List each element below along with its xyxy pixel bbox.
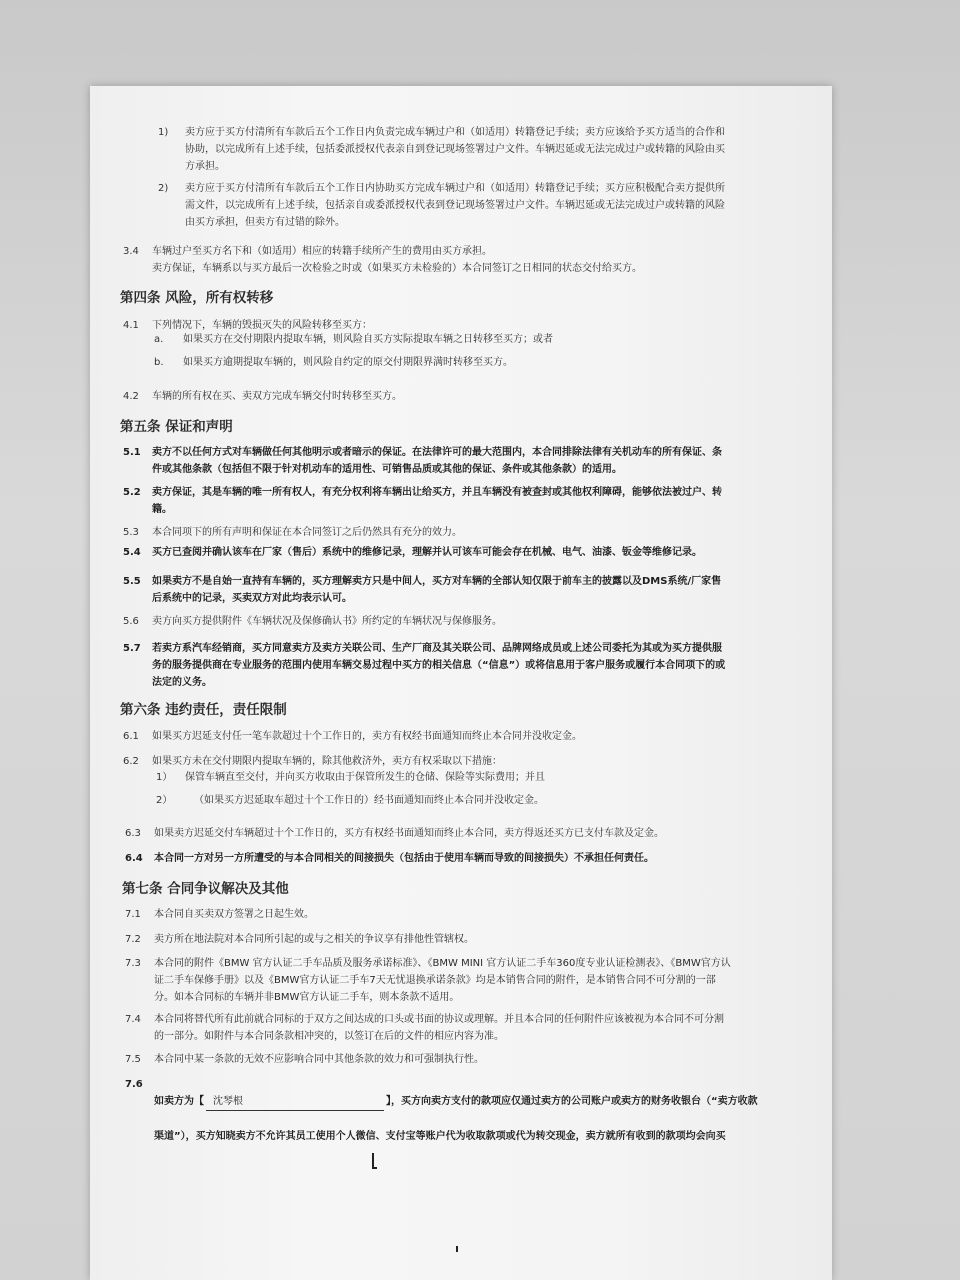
item-number: 6.4 — [125, 853, 143, 864]
item-number: 5.3 — [123, 527, 139, 538]
clause-text-part: 如卖方为【 — [154, 1096, 204, 1107]
clause-text: 卖方保证，其是车辆的唯一所有权人，有充分权利将车辆出让给买方，并且车辆没有被查封或其他权利障碍，能够依法被过户、转 籍。 — [152, 487, 722, 515]
section-heading-5: 第五条 保证和声明 — [120, 419, 233, 435]
clause-text: 保管车辆直至交付，并向买方收取由于保管所发生的仓储、保险等实际费用；并且 — [185, 772, 545, 783]
item-number: 5.5 — [123, 576, 141, 587]
clause-text-part: 渠道”），买方知晓卖方不允许其员工使用个人微信、支付宝等账户代为收取款项或代为转交现金，卖方就所有收到的款项均会向买 — [154, 1131, 726, 1142]
section-heading-7: 第七条 合同争议解决及其他 — [122, 881, 289, 897]
clause-text: 卖方所在地法院对本合同所引起的或与之相关的争议享有排他性管辖权。 — [154, 934, 474, 945]
item-number: 5.6 — [123, 616, 139, 627]
item-number: 7.5 — [125, 1054, 141, 1065]
item-number: 3.4 — [123, 246, 139, 257]
item-number: 5.2 — [123, 487, 141, 498]
clause-text — [154, 1076, 818, 1145]
seller-name: 沈琴根 — [212, 1096, 243, 1107]
clause-text: 如果买方逾期提取车辆的，则风险自约定的原交付期限界满时转移至买方。 — [183, 357, 513, 368]
item-number: 7.6 — [125, 1079, 143, 1090]
pen-mark — [456, 1246, 458, 1252]
clause-text: 卖方应于买方付清所有车款后五个工作日内协助买方完成车辆过户和（如适用）转籍登记手续；买方应积极配合卖方提供所 需文件，以完成所有上述手续，包括亲自或委派授权代表到登记现场签署过户文件。车辆迟延或无法完成过户或转籍的风险 由买方承担，但卖方有过错的除外。 — [185, 183, 725, 228]
item-number: b. — [154, 357, 164, 368]
section-heading-4: 第四条 风险，所有权转移 — [120, 290, 274, 306]
item-number: 6.1 — [123, 731, 139, 742]
clause-text: 买方已查阅并确认该车在厂家（售后）系统中的维修记录，理解并认可该车可能会存在机械、电气、油漆、钣金等维修记录。 — [152, 547, 702, 558]
item-number: 7.1 — [125, 909, 141, 920]
item-number: 7.3 — [125, 958, 141, 969]
item-number: 7.2 — [125, 934, 141, 945]
clause-text: 如果买方未在交付期限内提取车辆的，除其他救济外，卖方有权采取以下措施： — [152, 756, 502, 767]
clause-text: 本合同将替代所有此前就合同标的于双方之间达成的口头或书面的协议或理解。并且本合同的任何附件应该被视为本合同不可分割 的一部分。如附件与本合同条款相冲突的，以签订在后的文件的相应内容为准。 — [154, 1014, 724, 1042]
item-number: 5.4 — [123, 547, 141, 558]
clause-text: 车辆的所有权在买、卖双方完成车辆交付时转移至买方。 — [152, 391, 402, 402]
item-number: 1) — [158, 127, 169, 138]
pen-mark — [372, 1167, 377, 1169]
item-number: 5.7 — [123, 643, 141, 654]
section-heading-6: 第六条 违约责任，责任限制 — [120, 702, 287, 718]
item-number: 6.3 — [125, 828, 141, 839]
clause-text: 如果卖方不是自始一直持有车辆的，买方理解卖方只是中间人，买方对车辆的全部认知仅限于前车主的披露以及DMS系统/厂家售 后系统中的记录，买卖双方对此均表示认可。 — [152, 576, 722, 604]
clause-text: 车辆过户至买方名下和（如适用）相应的转籍手续所产生的费用由买方承担。 卖方保证，车辆系以与买方最后一次检验之时或（如果买方未检验的）本合同签订之日相同的状态交付给买方。 — [152, 246, 642, 274]
clause-text: （如果买方迟延取车超过十个工作日的）经书面通知而终止本合同并没收定金。 — [194, 795, 544, 806]
clause-text: 若卖方系汽车经销商，买方同意卖方及卖方关联公司、生产厂商及其关联公司、品牌网络成员或上述公司委托为其或为买方提供服 务的服务提供商在专业服务的范围内使用车辆交易过程中买方的相关信息（“信息”）或将信息用于客户服务或履行本合同项下的或 法定的义务。 — [152, 643, 726, 688]
clause-text: 卖方应于买方付清所有车款后五个工作日内负责完成车辆过户和（如适用）转籍登记手续；卖方应该给予买方适当的合作和 协助，以完成所有上述手续，包括委派授权代表亲自到登记现场签署过户文件。车辆迟延或无法完成过户或转籍的风险由买 方承担。 — [185, 127, 725, 172]
item-number: 4.2 — [123, 391, 139, 402]
clause-text: 如果买方迟延支付任一笔车款超过十个工作日的，卖方有权经书面通知而终止本合同并没收定金。 — [152, 731, 582, 742]
item-number: 5.1 — [123, 447, 141, 458]
item-number: 2） — [156, 795, 173, 806]
seller-name-field — [206, 1093, 384, 1111]
clause-text: 卖方不以任何方式对车辆做任何其他明示或者暗示的保证。在法律许可的最大范围内，本合同排除法律有关机动车的所有保证、条 件或其他条款（包括但不限于针对机动车的适用性、可销售品质或其他的保证、条件或其他条款）的适用。 — [152, 447, 722, 475]
clause-text: 本合同一方对另一方所遭受的与本合同相关的间接损失（包括由于使用车辆而导致的间接损失）不承担任何责任。 — [154, 853, 654, 864]
item-number: 2) — [158, 183, 169, 194]
clause-text-part: 】，买方向卖方支付的款项应仅通过卖方的公司账户或卖方的财务收银台（“卖方收款 — [386, 1096, 758, 1107]
clause-text: 卖方向买方提供附件《车辆状况及保修确认书》所约定的车辆状况与保修服务。 — [152, 616, 502, 627]
item-number: 1） — [156, 772, 173, 783]
clause-text: 本合同自买卖双方签署之日起生效。 — [154, 909, 314, 920]
clause-text: 本合同中某一条款的无效不应影响合同中其他条款的效力和可强制执行性。 — [154, 1054, 484, 1065]
clause-text: 本合同的附件《BMW 官方认证二手车品质及服务承诺标准》、《BMW MINI 官方认证二手车360度专业认证检测表》、《BMW官方认 证二手车保修手册》以及《BMW官方认证二手车7天无忧退换承诺条款》均是本销售合同的附件，是本销售合同不可分割的一部 分。如本合同标的车辆并非BMW官方认证二手车，则本条款不适用。 — [154, 958, 731, 1003]
contract-content — [90, 86, 832, 1280]
item-number: 6.2 — [123, 756, 139, 767]
contract-page — [90, 86, 832, 1280]
clause-text: 下列情况下，车辆的毁损灭失的风险转移至买方： — [152, 320, 372, 331]
clause-text: 如果卖方迟延交付车辆超过十个工作日的，买方有权经书面通知而终止本合同，卖方得返还买方已支付车款及定金。 — [154, 828, 664, 839]
clause-text: 本合同项下的所有声明和保证在本合同签订之后仍然具有充分的效力。 — [152, 527, 462, 538]
item-number: a. — [154, 334, 164, 345]
item-number: 4.1 — [123, 320, 139, 331]
clause-text: 如果买方在交付期限内提取车辆，则风险自买方实际提取车辆之日转移至买方；或者 — [183, 334, 553, 345]
item-number: 7.4 — [125, 1014, 141, 1025]
